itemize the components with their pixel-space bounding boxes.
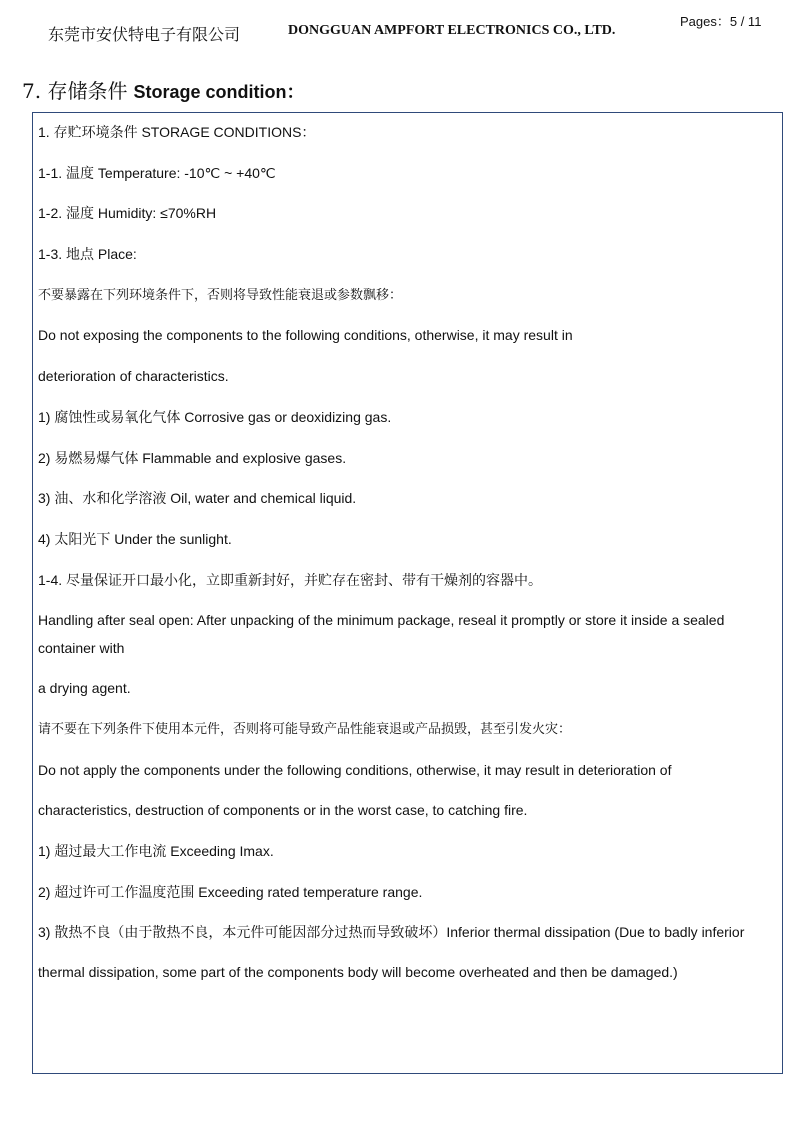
text-line: deterioration of characteristics. <box>38 368 229 385</box>
text-line: characteristics, destruction of components or in the worst case, to catching fire. <box>38 802 528 819</box>
text-line: a drying agent. <box>38 680 131 697</box>
text-line: Do not exposing the components to the following conditions, otherwise, it may result in <box>38 327 573 344</box>
text-line: thermal dissipation, some part of the components body will become overheated and then be damaged.) <box>38 964 678 981</box>
header-company-en: DONGGUAN AMPFORT ELECTRONICS CO., LTD. <box>288 23 616 38</box>
text-line: 3) 散热不良（由于散热不良，本元件可能因部分过热而导致破坏）Inferior thermal dissipation (Due to badly inferior <box>38 924 745 941</box>
text-line: 不要暴露在下列环境条件下，否则将导致性能衰退或参数飘移： <box>38 286 403 302</box>
text-line: 1. 存贮环境条件 STORAGE CONDITIONS： <box>38 124 316 140</box>
text-line: 1) 腐蚀性或易氧化气体 Corrosive gas or deoxidizing gas. <box>38 408 392 425</box>
text-line: Do not apply the components under the following conditions, otherwise, it may result in deterioration of <box>38 761 672 778</box>
text-line: 4) 太阳光下 Under the sunlight. <box>38 530 232 547</box>
section-title-cn: 7. 存储条件 <box>22 79 128 103</box>
page-number: Pages：5 / 11 <box>680 14 762 29</box>
text-line: 1-3. 地点 Place: <box>38 246 137 263</box>
text-line: 1) 超过最大工作电流 Exceeding Imax. <box>38 843 274 859</box>
text-line: 3) 油、水和化学溶液 Oil, water and chemical liquid. <box>38 490 357 507</box>
header-company-cn: 东莞市安伏特电子有限公司 <box>48 25 241 44</box>
text-line: 1-4. 尽量保证开口最小化，立即重新封好，并贮存在密封、带有干燥剂的容器中。 <box>38 571 543 588</box>
text-line: 2) 易燃易爆气体 Flammable and explosive gases. <box>38 449 347 466</box>
content-body <box>38 118 782 999</box>
text-line: 1-2. 湿度 Humidity: ≤70%RH <box>38 205 217 222</box>
section-heading <box>22 78 304 105</box>
text-line: Handling after seal open: After unpacking of the minimum package, reseal it promptly or store it inside a sealed container with <box>38 612 725 657</box>
section-title-en: Storage condition： <box>133 82 305 102</box>
text-line: 2) 超过许可工作温度范围 Exceeding rated temperature range. <box>38 883 423 900</box>
text-line: 请不要在下列条件下使用本元件，否则将可能导致产品性能衰退或产品损毁，甚至引发火灾： <box>38 720 572 736</box>
text-line: 1-1. 温度 Temperature: -10℃ ~ +40℃ <box>38 164 276 181</box>
